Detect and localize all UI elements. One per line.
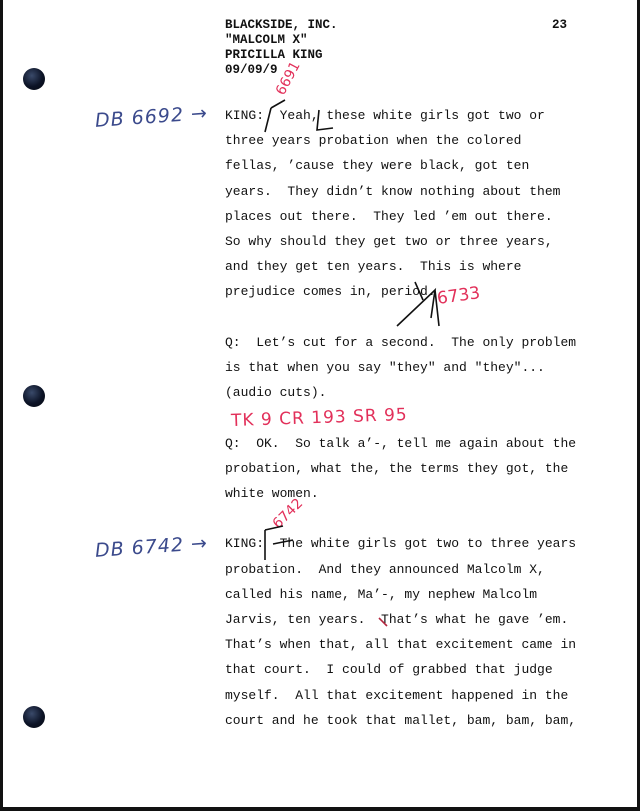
transcript-line: KING: The white girls got two to three years <box>225 536 577 552</box>
transcript-line: Jarvis, ten years. That’s what he gave ’em. <box>225 612 569 627</box>
transcript-line: probation, what the, the terms they got, the <box>225 460 569 476</box>
transcript-line: (audio cuts). <box>225 385 327 401</box>
transcript-line: KING: Yeah, these white girls got two or <box>225 108 545 123</box>
handwritten-timecode: TK 9 CR 193 SR 95 <box>230 404 409 432</box>
transcript-line: Q: Let’s cut for a second. The only problem <box>225 334 577 350</box>
transcript-line: called his name, Ma’-, my nephew Malcolm <box>225 586 538 602</box>
handwritten-edit-start: 6742 <box>269 495 307 532</box>
transcript-line: Q: OK. So talk a’-, tell me again about the <box>225 435 577 451</box>
transcript-line: That’s when that, all that excitement came in <box>225 637 577 653</box>
transcript-line: is that when you say "they" and "they"... <box>225 360 545 375</box>
header-interviewee: PRICILLA KING <box>225 48 323 62</box>
header-date: 09/09/9 <box>225 63 278 77</box>
handwritten-edit-start: 6691 <box>272 59 304 98</box>
transcript-line: probation. And they announced Malcolm X, <box>225 561 545 577</box>
transcript-line: places out there. They led ’em out there. <box>225 208 553 224</box>
handwritten-edit-end: 6733 <box>435 283 482 309</box>
transcript-line: three years probation when the colored <box>225 133 522 149</box>
header-company: BLACKSIDE, INC. <box>225 18 338 32</box>
transcript-line: prejudice comes in, period. <box>225 284 436 300</box>
header-title: "MALCOLM X" <box>225 33 308 47</box>
handwritten-db-label: DB 6742 → <box>94 532 209 562</box>
edit-bracket-marks <box>3 0 640 811</box>
page-number: 23 <box>552 18 568 32</box>
handwritten-db-label: DB 6692 → <box>94 102 209 132</box>
transcript-line: years. They didn’t know nothing about them <box>225 183 561 199</box>
transcript-line: So why should they get two or three years, <box>225 234 553 249</box>
transcript-line: court and he took that mallet, bam, bam, bam, <box>225 712 577 728</box>
transcript-line: and they get ten years. This is where <box>225 259 522 275</box>
transcript-line: white women. <box>225 486 319 501</box>
transcript-line: myself. All that excitement happened in the <box>225 687 569 703</box>
transcript-line: fellas, ’cause they were black, got ten <box>225 158 530 174</box>
transcript-line: that court. I could of grabbed that judge <box>225 662 553 678</box>
